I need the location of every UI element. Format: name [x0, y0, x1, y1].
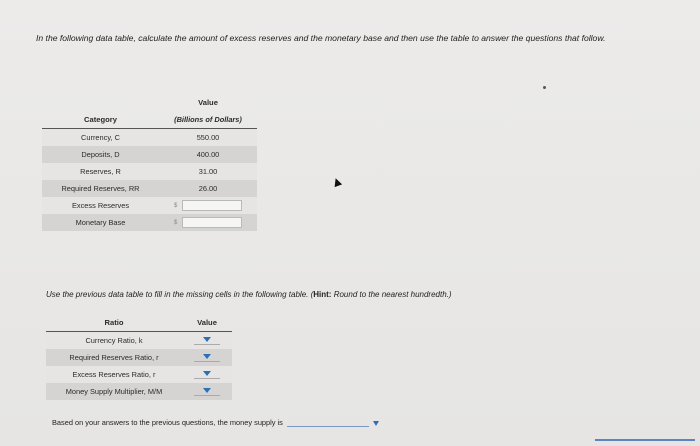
category-header: Category	[42, 111, 159, 129]
row-label-reserves: Reserves, R	[42, 163, 159, 180]
hint-label: Hint:	[313, 290, 332, 299]
instruction-text	[46, 290, 452, 299]
blue-bar	[595, 439, 695, 441]
row-value-required-reserves: 26.00	[159, 180, 257, 197]
ratio-label-multiplier: Money Supply Multiplier, M/M	[46, 383, 182, 400]
required-reserves-ratio-dropdown[interactable]	[194, 352, 220, 362]
excess-reserves-input[interactable]	[182, 200, 242, 211]
ratio-table	[46, 314, 232, 400]
instruction-part: Use the previous data table to fill in the missing cells in the following table. (	[46, 290, 314, 299]
data-table	[42, 94, 257, 231]
excess-reserves-ratio-dropdown[interactable]	[194, 369, 220, 379]
row-label-deposits: Deposits, D	[42, 146, 159, 163]
row-value-deposits: 400.00	[159, 146, 257, 163]
cursor-icon	[332, 177, 342, 187]
final-question	[52, 418, 379, 427]
row-label-currency: Currency, C	[42, 129, 159, 147]
row-label-required-reserves: Required Reserves, RR	[42, 180, 159, 197]
ratio-label-required: Required Reserves Ratio, r	[46, 349, 182, 366]
unit-header: (Billions of Dollars)	[159, 111, 257, 129]
row-label-monetary-base: Monetary Base	[42, 214, 159, 231]
ratio-label-currency: Currency Ratio, k	[46, 332, 182, 350]
ratio-value-header: Value	[182, 314, 232, 332]
monetary-base-input[interactable]	[182, 217, 242, 228]
instruction-part: Round to the nearest hundredth.)	[331, 290, 452, 299]
dollar-sign: $	[174, 203, 178, 210]
dot-mark	[543, 86, 546, 89]
ratio-label-excess: Excess Reserves Ratio, r	[46, 366, 182, 383]
dollar-sign: $	[174, 220, 178, 227]
final-question-text: Based on your answers to the previous questions, the money supply is	[52, 418, 283, 427]
money-supply-dropdown[interactable]	[287, 418, 369, 427]
money-multiplier-dropdown[interactable]	[194, 386, 220, 396]
intro-text: In the following data table, calculate the amount of excess reserves and the monetary base and then use the table to answer the questions that follow.	[36, 33, 606, 43]
chevron-down-icon[interactable]	[373, 421, 379, 426]
value-header: Value	[198, 98, 218, 107]
ratio-header: Ratio	[46, 314, 182, 332]
row-value-reserves: 31.00	[159, 163, 257, 180]
currency-ratio-dropdown[interactable]	[194, 335, 220, 345]
row-label-excess-reserves: Excess Reserves	[42, 197, 159, 214]
row-value-currency: 550.00	[159, 129, 257, 147]
